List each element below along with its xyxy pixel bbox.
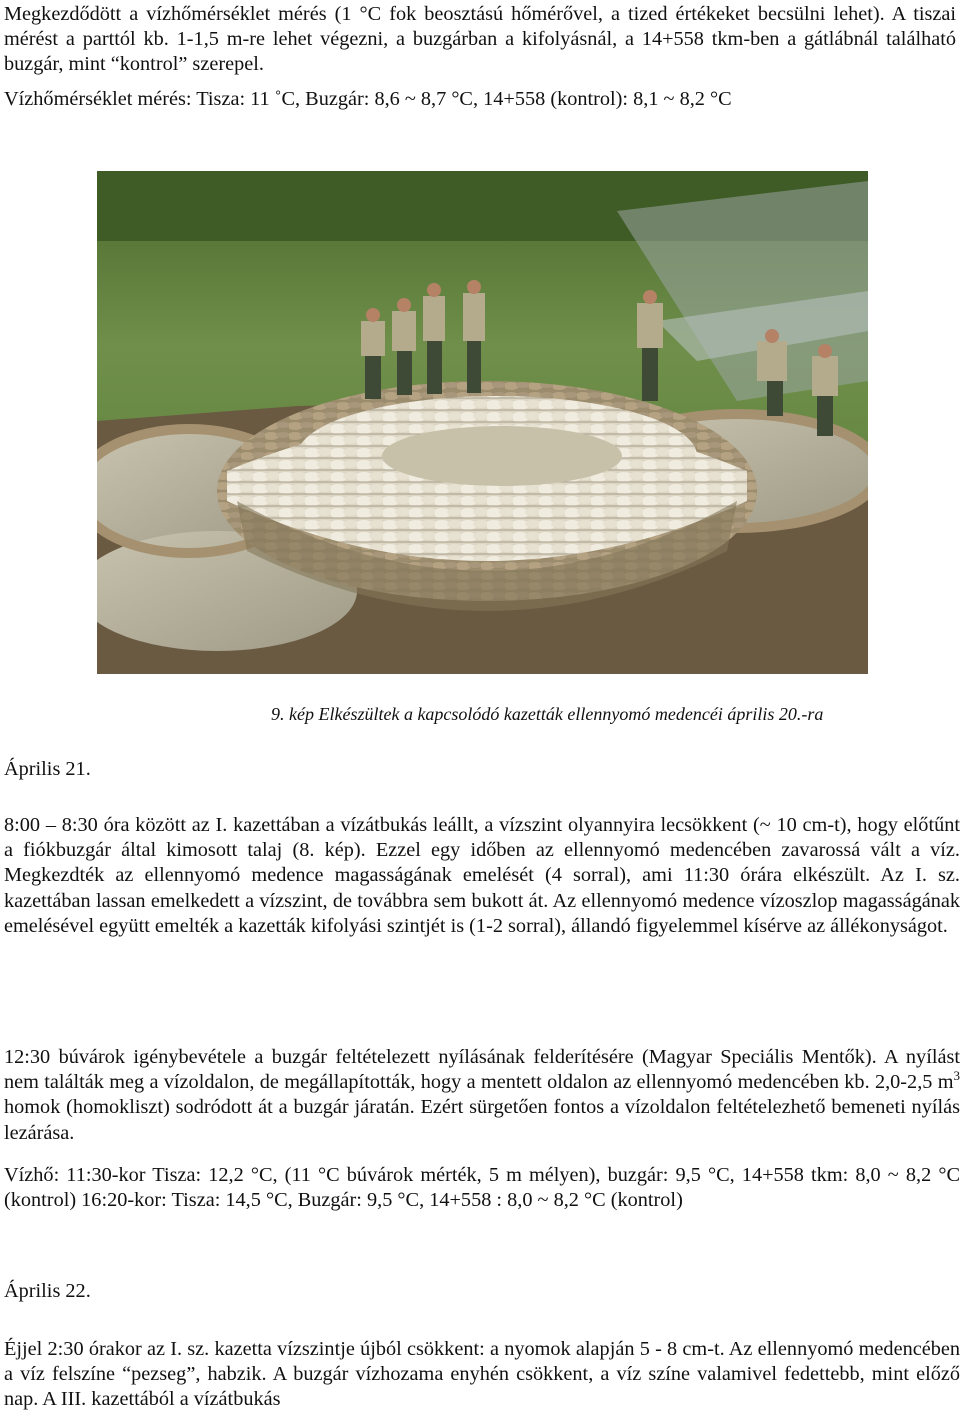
april-21-paragraph-2 xyxy=(4,1045,960,1146)
photo-illustration xyxy=(97,171,868,674)
april-21-paragraph-2-text-b: homok (homokliszt) sodródott át a buzgár járatán. Ezért sürgetően fontos a vízoldalon feltételezhető bemeneti nyílás lezárása. xyxy=(4,1096,960,1144)
april-21-paragraph-3: Vízhő: 11:30-kor Tisza: 12,2 °C, (11 °C búvárok mérték, 5 m mélyen), buzgár: 9,5 °C, 14+558 tkm: 8,0 ~ 8,2 °C (kontrol) 16:20-kor: Tisza: 14,5 °C, Buzgár: 9,5 °C, 14+558 : 8,0 ~ 8,2 °C (kontrol) xyxy=(4,1164,960,1212)
cubic-superscript: 3 xyxy=(953,1068,960,1084)
figure-caption: 9. kép Elkészültek a kapcsolódó kazetták ellennyomó medencéi április 20.-ra xyxy=(271,704,824,724)
april-22-paragraph-1: Éjjel 2:30 órakor az I. sz. kazetta vízszintje újból csökkent: a nyomok alapján 5 - 8 cm-t. Az ellennyomó medencében a víz felszíne “pezseg”, habzik. A buzgár vízhozama enyhén csökkent, a víz színe valamivel fedettebb, mint előző nap. A III. kazettából a vízátbukás xyxy=(4,1338,960,1411)
water-temperature-line: Vízhőmérséklet mérés: Tisza: 11 ˚C, Buzgár: 8,6 ~ 8,7 °C, 14+558 (kontrol): 8,1 ~ 8,2 °C xyxy=(4,88,732,110)
april-21-paragraph-2-text-a: 12:30 búvárok igénybevétele a buzgár feltételezett nyílásának felderítésére (Magyar Speciális Mentők). A nyílást nem találták meg a vízoldalon, de megállapították, hogy a mentett oldalon az ellennyomó medencében kb. 2,0-2,5 m xyxy=(4,1046,960,1094)
date-heading-april-22: Április 22. xyxy=(4,1280,91,1302)
sandbag-ring-photo xyxy=(97,171,868,674)
intro-paragraph: Megkezdődött a vízhőmérséklet mérés (1 °C fok beosztású hőmérővel, a tized értékeket becsülni lehet). A tiszai mérést a parttól kb. 1-1,5 m-re lehet végezni, a buzgárban a kifolyásnál, a 14+558 tkm-ben a gátlábnál található buzgár, mint “kontrol” szerepel. xyxy=(4,3,956,76)
date-heading-april-21: Április 21. xyxy=(4,758,91,780)
april-21-paragraph-1: 8:00 – 8:30 óra között az I. kazettában a vízátbukás leállt, a vízszint olyannyira lecsökkent (~ 10 cm-t), hogy előtűnt a fiókbuzgár által kimosott talaj (8. kép). Ezzel egy időben az ellennyomó medencében zavarossá vált a víz. Megkezdték az ellennyomó medence magasságának emelését (4 sorral), ami 11:30 órára elkészült. Az I. sz. kazettában lassan emelkedett a vízszint, de továbbra sem bukott át. Az ellennyomó medence vízoszlop magasságának emelésével együtt emelték a kazetták kifolyási szintjét is (1-2 sorral), állandó figyelemmel kísérve az állékonyságot. xyxy=(4,814,960,937)
